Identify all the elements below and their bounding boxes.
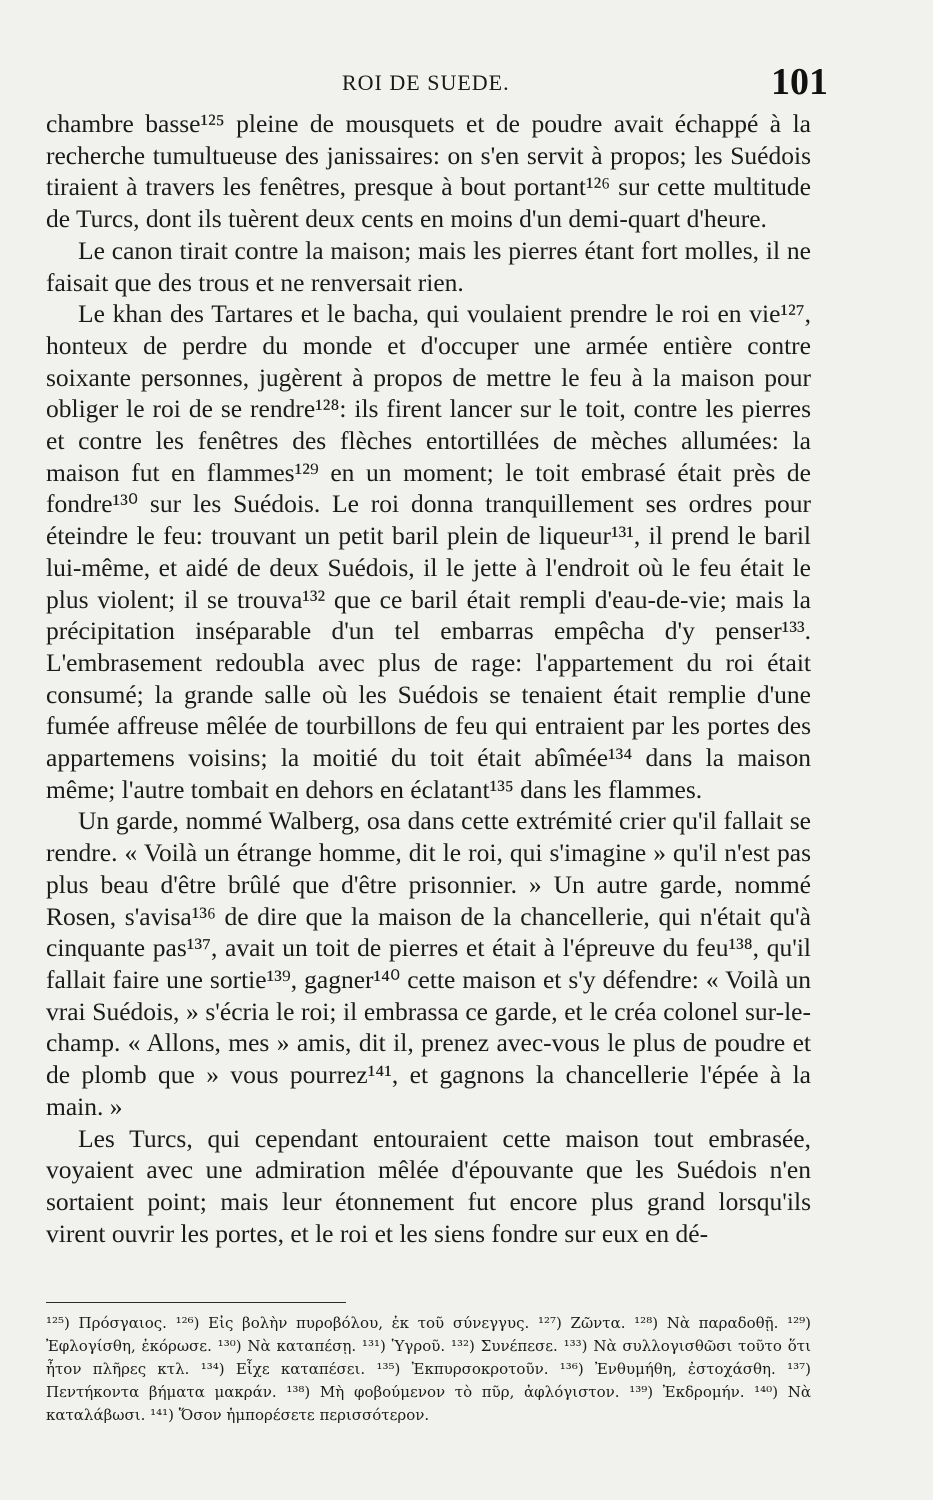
page-number: 101 (771, 61, 828, 103)
paragraph-4: Un garde, nommé Walberg, osa dans cette extrémité crier qu'il fallait se rendre. « Voilà un étrange homme, dit le roi, qui s'imagine » qu'il n'est pas plus beau d'être brûlé que d'être prisonnier. » Un autre garde, nommé Rosen, s'avisa¹³⁶ de dire que la maison de la chancellerie, qui n'était qu'à cinquante pas¹³⁷, avait un toit de pierres et était à l'épreuve du feu¹³⁸, qu'il fallait faire une sortie¹³⁹, gagner¹⁴⁰ cette maison et s'y défendre: « Voilà un vrai Suédois, » s'écria le roi; il embrassa ce garde, et le créa colonel sur-le-champ. « Allons, mes » amis, dit il, prenez avec-vous le plus de poudre et de plomb que » vous pourrez¹⁴¹, et gagnons la chancellerie l'épée à la main. » (46, 806, 811, 1121)
paragraph-1: chambre basse¹²⁵ pleine de mousquets et de poudre avait échappé à la recherche tumultueuse des janissaires: on s'en servit à propos; les Suédois tiraient à travers les fenêtres, presque à bout portant¹²⁶ sur cette multitude de Turcs, dont ils tuèrent deux cents en moins d'un demi-quart d'heure. (46, 109, 811, 234)
main-text (46, 108, 811, 1249)
footnotes (46, 1312, 811, 1427)
footnote-rule (46, 1302, 346, 1303)
paragraph-2: Le canon tirait contre la maison; mais les pierres étant fort molles, il ne faisait que des trous et ne renversait rien. (46, 235, 811, 297)
paragraph-5: Les Turcs, qui cependant entouraient cette maison tout embrasée, voyaient avec une admiration mêlée d'épouvante que les Suédois n'en sortaient point; mais leur étonnement fut encore plus grand lorsqu'ils virent ouvrir les portes, et le roi et les siens fondre sur eux en dé- (46, 1123, 811, 1248)
paragraph-3: Le khan des Tartares et le bacha, qui voulaient prendre le roi en vie¹²⁷, honteux de perdre du monde et d'occuper une armée entière contre soixante personnes, jugèrent à propos de mettre le feu à la maison pour obliger le roi de se rendre¹²⁸: ils firent lancer sur le toit, contre les pierres et contre les fenêtres des flèches entortillées de mèches allumées: la maison fut en flammes¹²⁹ en un moment; le toit embrasé était près de fondre¹³⁰ sur les Suédois. Le roi donna tranquillement ses ordres pour éteindre le feu: trouvant un petit baril plein de liqueur¹³¹, il prend le baril lui-même, et aidé de deux Suédois, il le jette à l'endroit où le feu était le plus violent; il se trouva¹³² que ce baril était rempli d'eau-de-vie; mais la précipitation inséparable d'un tel embarras empêcha d'y penser¹³³. L'embrasement redoubla avec plus de rage: l'appartement du roi était consumé; la grande salle où les Suédois se tenaient était remplie d'une fumée affreuse mêlée de tourbillons de feu qui entraient par les portes des appartemens voisins; la moitié du toit était abîmée¹³⁴ dans la maison même; l'autre tombait en dehors en éclatant¹³⁵ dans les flammes. (46, 299, 811, 804)
footnote-text: ¹²⁵) Πρόσγαιος. ¹²⁶) Εἰς βολὴν πυροβόλου, ἐκ τοῦ σύνεγγυς. ¹²⁷) Ζῶντα. ¹²⁸) Νὰ παραδοθῇ. ¹²⁹) Ἐφλογίσθη, ἐκόρωσε. ¹³⁰) Νὰ καταπέσῃ. ¹³¹) Ὑγροῦ. ¹³²) Συνέπεσε. ¹³³) Νὰ συλλογισθῶσι τοῦτο ὅτι ἦτον πλῆρες κτλ. ¹³⁴) Εἶχε καταπέσει. ¹³⁵) Ἐκπυρσοκροτοῦν. ¹³⁶) Ἐνθυμήθη, ἐστοχάσθη. ¹³⁷) Πεντήκοντα βήματα μακράν. ¹³⁸) Μὴ φοβούμενον τὸ πῦρ, ἀφλόγιστον. ¹³⁹) Ἐκδρομήν. ¹⁴⁰) Νὰ καταλάβωσι. ¹⁴¹) Ὅσον ἠμπορέσετε περισσότερον. (46, 1314, 811, 1424)
running-title: ROI DE SUEDE. (342, 70, 510, 95)
